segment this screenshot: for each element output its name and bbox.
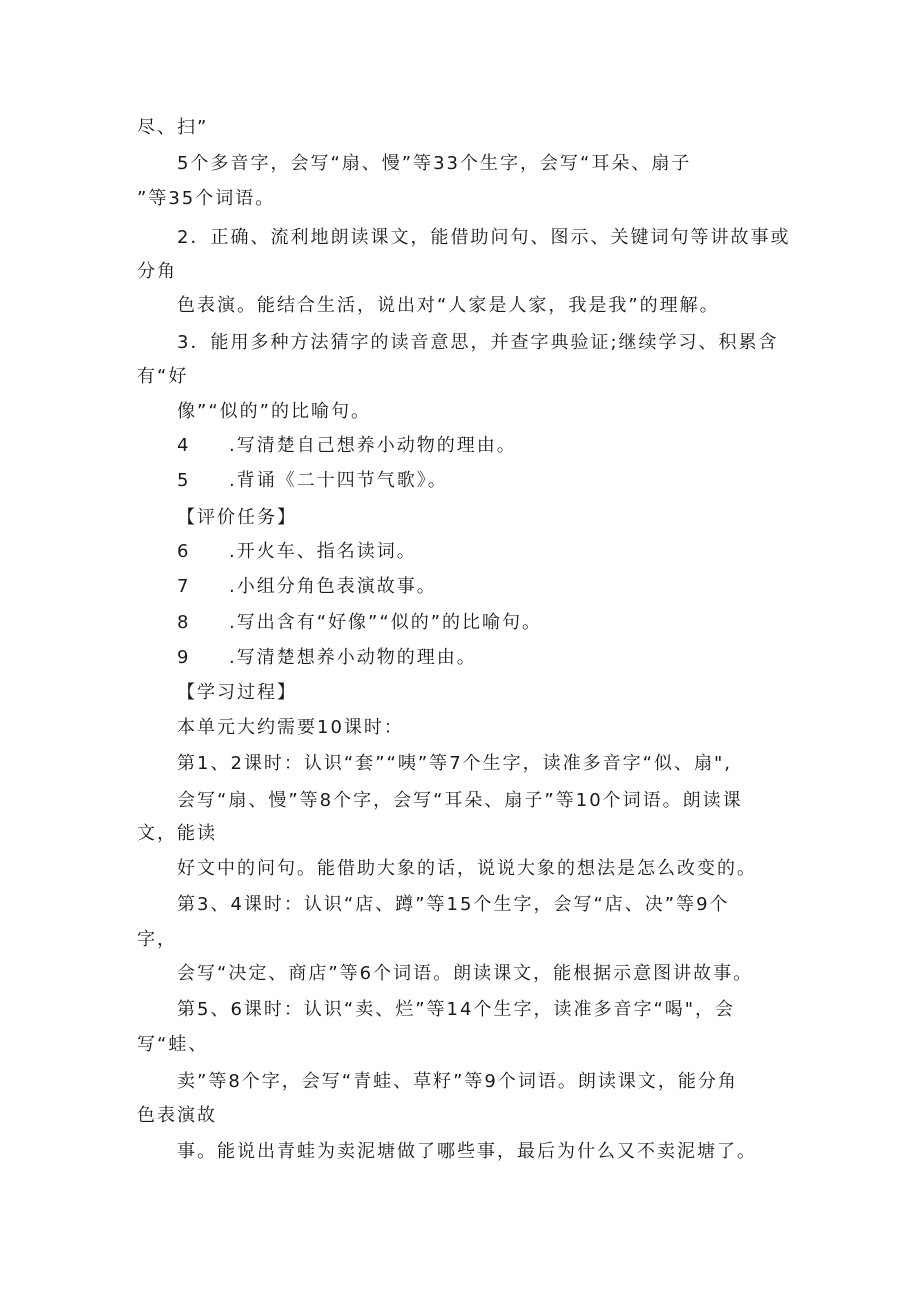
text-line: 色表演故: [137, 1105, 217, 1126]
text-line: 色表演。能结合生活，说出对“人家是人家，我是我”的理解。: [177, 295, 720, 316]
list-item: [177, 575, 190, 599]
text-line: 像”“似的”的比喻句。: [177, 401, 371, 422]
section-heading: 【学习过程】: [177, 682, 297, 703]
text-line: 字，: [137, 929, 177, 950]
list-item: [177, 540, 190, 564]
text-line: 文，能读: [137, 823, 217, 844]
text-line: 分角: [137, 261, 177, 282]
list-number: 9: [177, 647, 191, 668]
text-line: ”等35个词语。: [137, 188, 276, 209]
text-line: .写出含有“好像”“似的”的比喻句。: [229, 612, 543, 633]
list-item: [177, 469, 190, 493]
list-item: [177, 646, 190, 670]
text-line: 第5、6课时：认识“卖、烂”等14个生字，读准多音字“喝"，会: [177, 999, 736, 1020]
text-line: 第1、2课时：认识“套”“咦”等7个生字，读准多音字“似、扇",: [177, 753, 732, 774]
text-line: 好文中的问句。能借助大象的话，说说大象的想法是怎么改变的。: [177, 858, 757, 879]
text-line: 2．正确、流利地朗读课文，能借助问句、图示、关键词句等讲故事或: [177, 227, 791, 248]
list-item: [177, 434, 190, 458]
text-line: 卖”等8个字，会写“青蛙、草籽”等9个词语。朗读课文，能分角: [177, 1071, 738, 1092]
text-line: 本单元大约需要10课时：: [177, 717, 404, 738]
list-number: 8: [177, 612, 191, 633]
text-line: .开火车、指名读词。: [229, 541, 417, 562]
list-item: [177, 611, 190, 635]
text-line: 尽、扫”: [137, 117, 209, 138]
list-number: 5: [177, 470, 191, 491]
text-line: 3．能用多种方法猜字的读音意思，并查字典验证;继续学习、积累含: [177, 332, 779, 353]
section-heading: 【评价任务】: [177, 507, 297, 528]
text-line: 5个多音字，会写“扇、慢”等33个生字，会写“耳朵、扇子: [177, 153, 692, 174]
list-number: 7: [177, 576, 191, 597]
text-line: .背诵《二十四节气歌》。: [229, 470, 448, 491]
list-number: 6: [177, 541, 191, 562]
text-line: 会写“决定、商店”等6个词语。朗读课文，能根据示意图讲故事。: [177, 963, 754, 984]
text-line: 有“好: [137, 366, 189, 387]
text-line: .写清楚自己想养小动物的理由。: [229, 435, 517, 456]
text-line: .小组分角色表演故事。: [229, 576, 437, 597]
text-line: 事。能说出青蛙为卖泥塘做了哪些事，最后为什么又不卖泥塘了。: [177, 1141, 757, 1162]
text-line: 写“蛙、: [137, 1034, 209, 1055]
text-line: .写清楚想养小动物的理由。: [229, 647, 477, 668]
text-line: 第3、4课时：认识“店、蹲”等15个生字，会写“店、决”等9个: [177, 894, 730, 915]
list-number: 4: [177, 435, 191, 456]
text-line: 会写“扇、慢”等8个字，会写“耳朵、扇子”等10个词语。朗读课: [177, 790, 743, 811]
